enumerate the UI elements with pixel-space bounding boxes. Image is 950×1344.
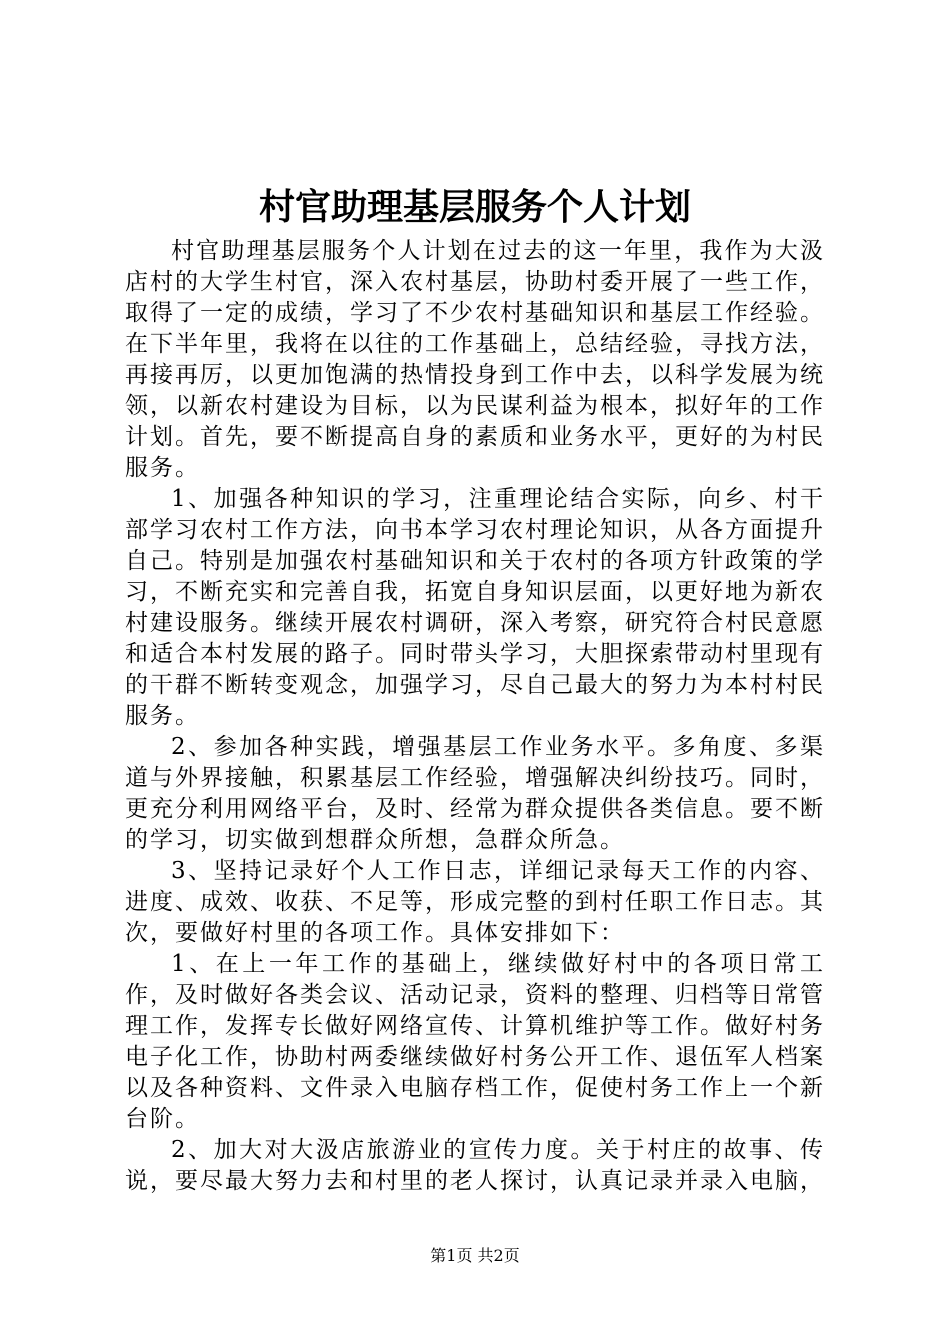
paragraph-work-1: 1、在上一年工作的基础上，继续做好村中的各项日常工作，及时做好各类会议、活动记录，资料的整理、归档等日常管理工作，发挥专长做好网络宣传、计算机维护等工作。做好村务电子化工作，协助村两委继续做好村务公开工作、退伍军人档案以及各种资料、文件录入电脑存档工作，促使村务工作上一个新台阶。 [125,951,825,1132]
document-body [125,236,825,1197]
document-title: 村官助理基层服务个人计划 [258,186,691,228]
paragraph-item-3: 3、坚持记录好个人工作日志，详细记录每天工作的内容、进度、成效、收获、不足等，形成完整的到村任职工作日志。其次，要做好村里的各项工作。具体安排如下： [125,858,825,946]
paragraph-item-2: 2、参加各种实践，增强基层工作业务水平。多角度、多渠道与外界接触，积累基层工作经验，增强解决纠纷技巧。同时，更充分利用网络平台，及时、经常为群众提供各类信息。要不断的学习，切实做到想群众所想，急群众所急。 [125,734,825,853]
paragraph-intro: 村官助理基层服务个人计划在过去的这一年里，我作为大汲店村的大学生村官，深入农村基层，协助村委开展了一些工作，取得了一定的成绩，学习了不少农村基础知识和基层工作经验。在下半年里，我将在以往的工作基础上，总结经验，寻找方法，再接再厉，以更加饱满的热情投身到工作中去，以科学发展为统领，以新农村建设为目标，以为民谋利益为根本，拟好年的工作计划。首先，要不断提高自身的素质和业务水平，更好的为村民服务。 [125,238,825,481]
paragraph-work-2: 2、加大对大汲店旅游业的宣传力度。关于村庄的故事、传说，要尽最大努力去和村里的老人探讨，认真记录并录入电脑， [125,1137,825,1194]
page-number-footer: 第1页 共2页 [430,1246,520,1265]
paragraph-item-1: 1、加强各种知识的学习，注重理论结合实际，向乡、村干部学习农村工作方法，向书本学习农村理论知识，从各方面提升自己。特别是加强农村基础知识和关于农村的各项方针政策的学习，不断充实和完善自我，拓宽自身知识层面，以更好地为新农村建设服务。继续开展农村调研，深入考察，研究符合村民意愿和适合本村发展的路子。同时带头学习，大胆探索带动村里现有的干群不断转变观念，加强学习，尽自己最大的努力为本村村民服务。 [125,486,825,729]
